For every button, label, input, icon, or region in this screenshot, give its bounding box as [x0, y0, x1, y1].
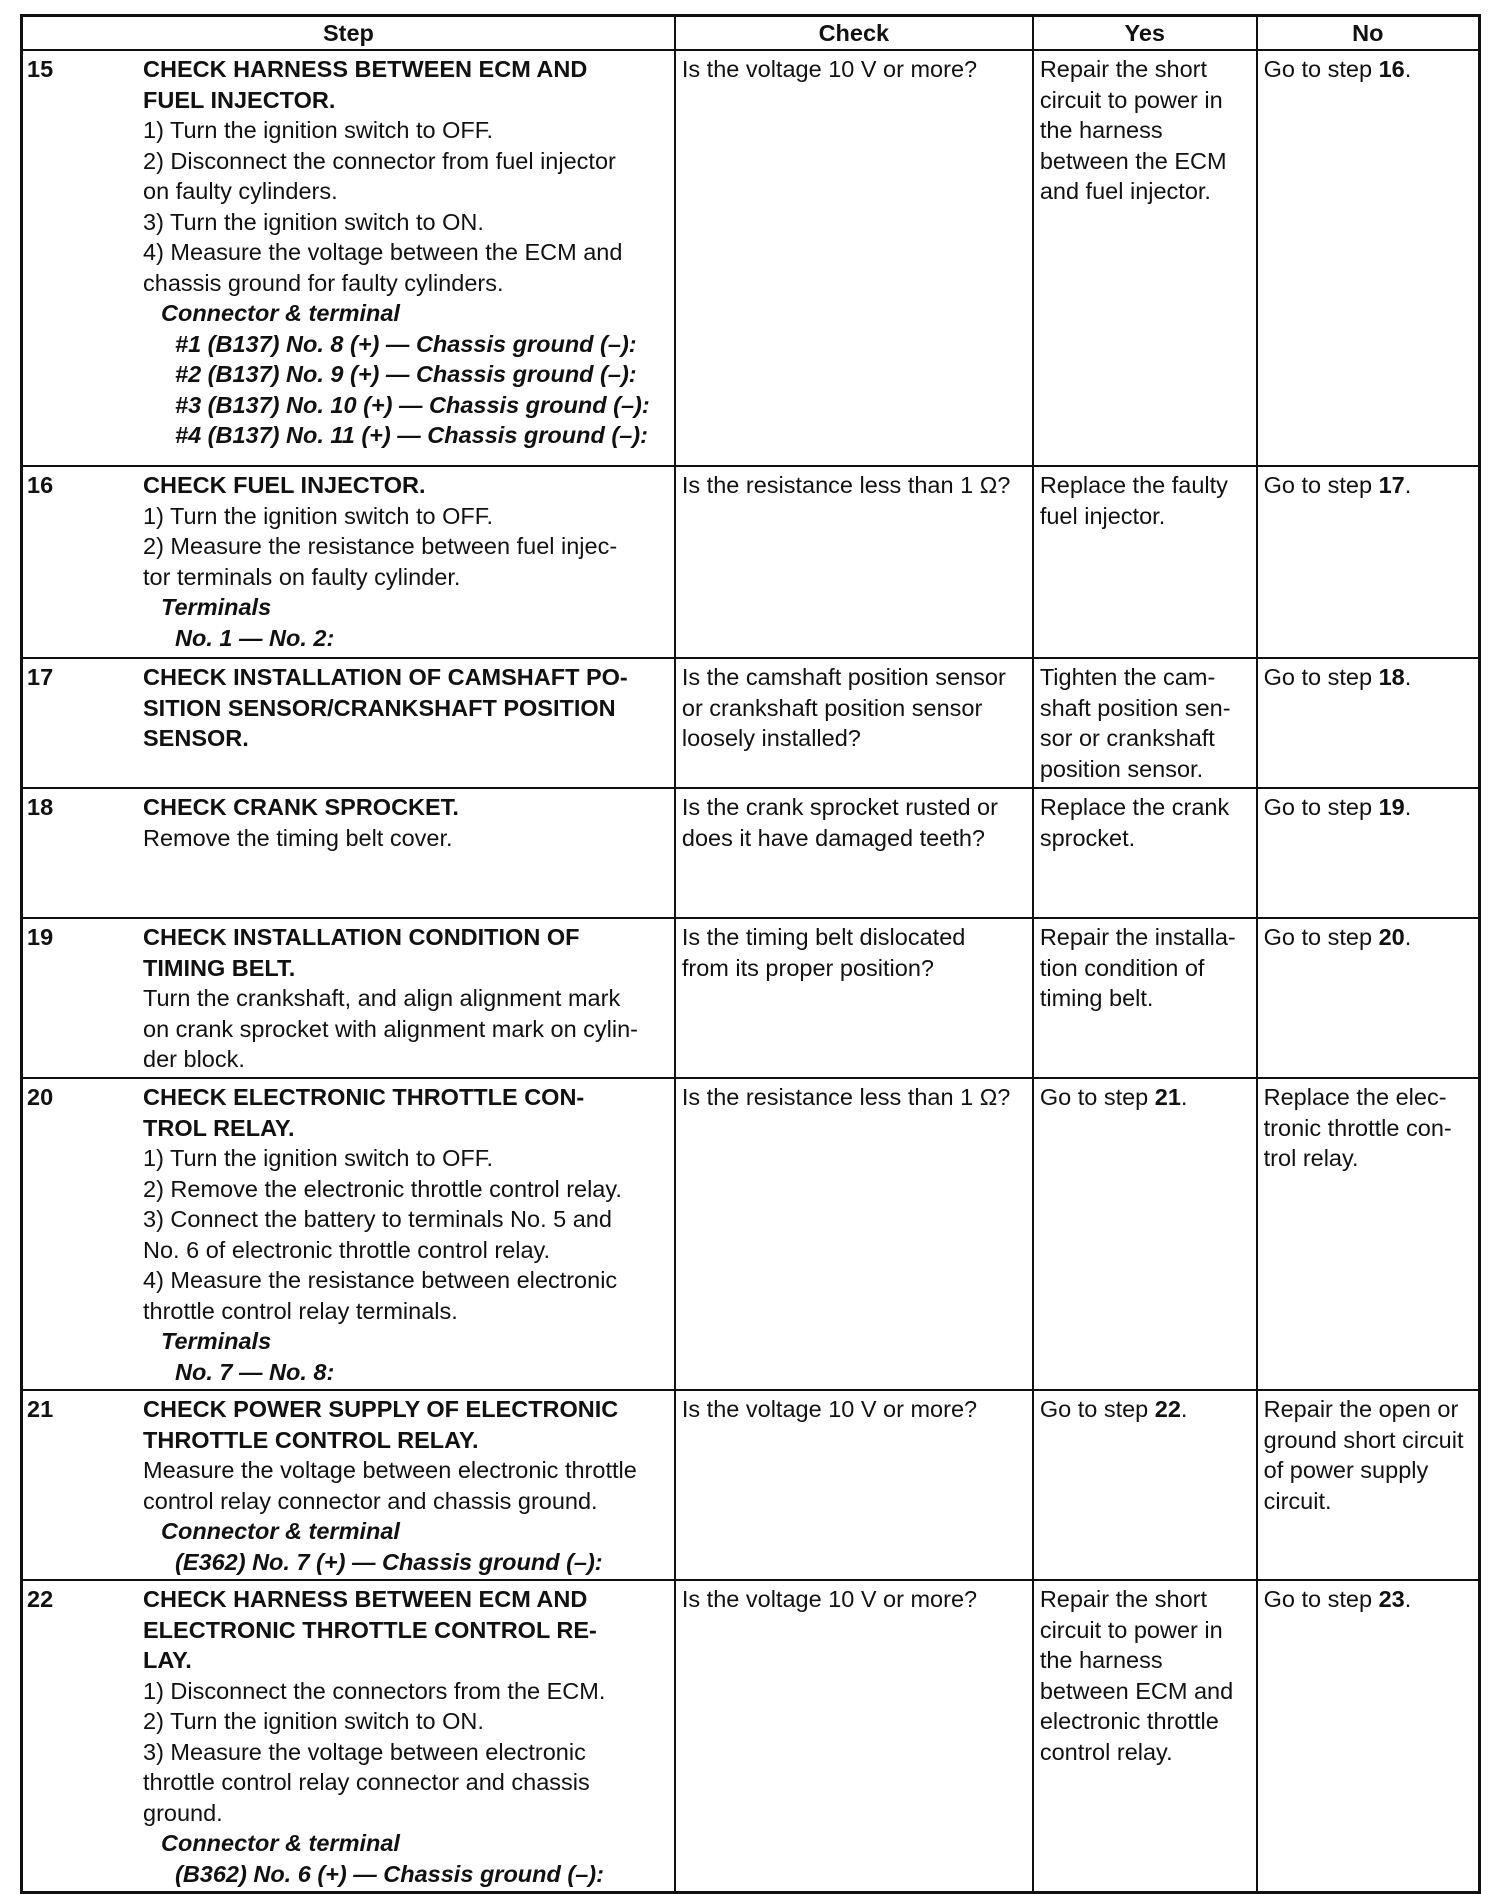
header-step: Step: [22, 16, 675, 51]
step-wrap: [23, 789, 674, 853]
step-instruction: 3) Measure the voltage between electronic: [143, 1738, 586, 1765]
table-row: [22, 1580, 1480, 1892]
step-instruction: 2) Measure the resistance between fuel injec-: [143, 533, 618, 559]
step-instruction: 1) Disconnect the connectors from the ECM.: [143, 1677, 606, 1704]
check-cell: [675, 1078, 1033, 1390]
no-goto-step: 18: [1378, 664, 1405, 690]
check-line: Is the resistance less than 1 Ω?: [681, 472, 1011, 498]
step-title: FUEL INJECTOR.: [143, 86, 336, 113]
step-instruction: Measure the voltage between electronic throttle: [143, 1457, 637, 1483]
step-spec: (E362) No. 7 (+) — Chassis ground (–):: [175, 1548, 603, 1575]
check-cell: [675, 50, 1033, 466]
yes-cell: [1033, 1390, 1257, 1580]
step-instruction: throttle control relay connector and chassis: [143, 1769, 590, 1795]
table-row: [22, 1390, 1480, 1580]
step-number: 18: [27, 794, 54, 820]
table-row: [22, 1078, 1480, 1390]
no-cell: [1257, 1580, 1480, 1892]
no-line: trol relay.: [1263, 1145, 1359, 1171]
yes-goto-text: Go to step: [1039, 1396, 1155, 1422]
table-body: [22, 50, 1480, 1892]
yes-line: the harness: [1039, 117, 1163, 143]
step-title: THROTTLE CONTROL RELAY.: [143, 1426, 479, 1453]
step-instruction: No. 6 of electronic throttle control relay.: [143, 1236, 551, 1263]
step-instruction: Remove the timing belt cover.: [143, 824, 453, 851]
step-instruction: Turn the crankshaft, and align alignment mark: [143, 985, 621, 1011]
no-cell: [1257, 1390, 1480, 1580]
yes-goto: [1040, 1082, 1250, 1113]
step-wrap: [23, 51, 674, 451]
step-number: 20: [27, 1084, 54, 1110]
yes-goto-step: 22: [1154, 1396, 1181, 1422]
step-wrap: [23, 659, 674, 754]
step-spec: #1 (B137) No. 8 (+) — Chassis ground (–):: [175, 330, 637, 357]
no-goto-text: Go to step: [1263, 794, 1379, 820]
step-title: TROL RELAY.: [143, 1114, 295, 1141]
no-goto-end: .: [1404, 1586, 1412, 1612]
yes-line: electronic throttle: [1039, 1708, 1219, 1734]
table-row: [22, 50, 1480, 466]
step-subheading: Connector & terminal: [161, 1518, 400, 1544]
step-wrap: [23, 1079, 674, 1387]
step-wrap: [23, 467, 674, 653]
step-body: [143, 1581, 674, 1889]
no-cell: [1257, 50, 1480, 466]
yes-line: control relay.: [1039, 1738, 1173, 1765]
yes-line: Repair the installa-: [1039, 924, 1236, 950]
check-cell: [675, 1580, 1033, 1892]
no-goto-step: 23: [1378, 1586, 1405, 1612]
table-row: [22, 466, 1480, 658]
yes-goto: [1040, 1394, 1250, 1425]
no-cell: [1257, 1078, 1480, 1390]
header-yes: Yes: [1033, 16, 1257, 51]
check-cell: [675, 788, 1033, 918]
no-goto-end: .: [1404, 664, 1412, 690]
table-row: [22, 658, 1480, 788]
no-goto-text: Go to step: [1263, 664, 1379, 690]
no-goto-end: .: [1404, 56, 1412, 82]
step-title: CHECK INSTALLATION OF CAMSHAFT PO-: [143, 664, 628, 690]
header-row: [22, 16, 1480, 51]
no-goto: [1264, 922, 1472, 953]
step-subheading: Connector & terminal: [161, 1830, 400, 1856]
no-goto-end: .: [1404, 794, 1412, 820]
step-title: CHECK HARNESS BETWEEN ECM AND: [143, 56, 588, 82]
yes-line: fuel injector.: [1039, 502, 1166, 529]
header-check: Check: [675, 16, 1033, 51]
step-instruction: 2) Remove the electronic throttle control relay.: [143, 1175, 622, 1202]
step-title: ELECTRONIC THROTTLE CONTROL RE-: [143, 1616, 597, 1643]
step-number: 21: [27, 1396, 54, 1422]
no-cell: [1257, 658, 1480, 788]
step-title: CHECK HARNESS BETWEEN ECM AND: [143, 1586, 588, 1612]
no-goto-text: Go to step: [1263, 1586, 1379, 1612]
no-goto-end: .: [1404, 472, 1412, 498]
step-number: 19: [27, 924, 54, 950]
step-title: SITION SENSOR/CRANKSHAFT POSITION: [143, 694, 616, 721]
step-subheading: Terminals: [161, 1328, 272, 1354]
check-cell: [675, 918, 1033, 1078]
no-cell: [1257, 466, 1480, 658]
step-title: CHECK INSTALLATION CONDITION OF: [143, 924, 580, 950]
header-no: No: [1257, 16, 1480, 51]
step-body: [143, 1391, 674, 1577]
step-instruction: 1) Turn the ignition switch to OFF.: [143, 117, 494, 143]
check-cell: [675, 658, 1033, 788]
yes-line: the harness: [1039, 1647, 1163, 1673]
no-goto-step: 20: [1378, 924, 1405, 950]
step-wrap: [23, 1391, 674, 1577]
step-cell: [22, 1390, 675, 1580]
step-spec: #3 (B137) No. 10 (+) — Chassis ground (–):: [175, 391, 650, 418]
no-goto-text: Go to step: [1263, 472, 1379, 498]
step-title: CHECK POWER SUPPLY OF ELECTRONIC: [143, 1396, 619, 1422]
table-row: [22, 788, 1480, 918]
yes-line: timing belt.: [1039, 985, 1154, 1011]
yes-cell: [1033, 50, 1257, 466]
yes-cell: [1033, 918, 1257, 1078]
no-goto-step: 16: [1378, 56, 1405, 82]
no-cell: [1257, 918, 1480, 1078]
yes-goto-step: 21: [1154, 1084, 1181, 1110]
yes-cell: [1033, 788, 1257, 918]
yes-line: Replace the crank: [1039, 794, 1230, 820]
step-instruction: tor terminals on faulty cylinder.: [143, 563, 461, 590]
step-body: [143, 51, 674, 451]
no-goto: [1264, 470, 1472, 501]
step-title: LAY.: [143, 1647, 192, 1673]
step-spec: #4 (B137) No. 11 (+) — Chassis ground (–):: [175, 422, 648, 448]
step-instruction: on faulty cylinders.: [143, 178, 338, 204]
check-line: Is the voltage 10 V or more?: [681, 1586, 978, 1612]
yes-line: Repair the short: [1039, 1586, 1208, 1612]
step-wrap: [23, 919, 674, 1075]
yes-line: and fuel injector.: [1039, 178, 1211, 204]
check-line: from its proper position?: [681, 954, 934, 981]
step-body: [143, 659, 674, 754]
no-goto-step: 19: [1378, 794, 1405, 820]
check-line: loosely installed?: [681, 725, 861, 751]
yes-line: sprocket.: [1039, 824, 1136, 851]
yes-line: between ECM and: [1039, 1677, 1234, 1704]
diagnostic-table: [20, 14, 1481, 1894]
step-subheading: Connector & terminal: [161, 300, 400, 326]
check-line: does it have damaged teeth?: [681, 824, 985, 851]
step-number: 22: [27, 1586, 54, 1612]
step-instruction: 1) Turn the ignition switch to OFF.: [143, 1145, 494, 1171]
check-line: or crankshaft position sensor: [681, 694, 983, 721]
step-title: TIMING BELT.: [143, 954, 296, 981]
step-instruction: throttle control relay terminals.: [143, 1297, 458, 1324]
yes-cell: [1033, 1580, 1257, 1892]
step-instruction: 2) Turn the ignition switch to ON.: [143, 1708, 484, 1734]
step-title: CHECK CRANK SPROCKET.: [143, 794, 459, 820]
no-line: ground short circuit: [1263, 1426, 1464, 1453]
step-instruction: ground.: [143, 1799, 223, 1826]
no-goto-text: Go to step: [1263, 924, 1379, 950]
no-goto: [1264, 1584, 1472, 1615]
step-instruction: chassis ground for faulty cylinders.: [143, 269, 504, 296]
step-instruction: 4) Measure the voltage between the ECM and: [143, 239, 623, 265]
no-goto: [1264, 662, 1472, 693]
step-body: [143, 789, 674, 853]
no-line: tronic throttle con-: [1263, 1114, 1452, 1141]
check-line: Is the resistance less than 1 Ω?: [681, 1084, 1011, 1110]
yes-line: sor or crankshaft: [1039, 725, 1215, 751]
check-line: Is the timing belt dislocated: [681, 924, 966, 950]
check-line: Is the voltage 10 V or more?: [681, 56, 978, 82]
step-cell: [22, 658, 675, 788]
yes-line: position sensor.: [1039, 755, 1204, 782]
check-line: Is the camshaft position sensor: [681, 664, 1006, 690]
step-instruction: control relay connector and chassis ground.: [143, 1487, 598, 1514]
step-spec: #2 (B137) No. 9 (+) — Chassis ground (–):: [175, 361, 637, 387]
no-goto: [1264, 792, 1472, 823]
yes-line: circuit to power in: [1039, 1616, 1223, 1643]
step-subheading: Terminals: [161, 594, 272, 620]
check-cell: [675, 1390, 1033, 1580]
step-instruction: 1) Turn the ignition switch to OFF.: [143, 502, 494, 529]
no-goto-end: .: [1404, 924, 1412, 950]
check-line: Is the voltage 10 V or more?: [681, 1396, 978, 1422]
step-title: SENSOR.: [143, 725, 249, 751]
no-goto-step: 17: [1378, 472, 1405, 498]
yes-line: Repair the short: [1039, 56, 1208, 82]
step-number: 17: [27, 664, 54, 690]
check-line: Is the crank sprocket rusted or: [681, 794, 998, 820]
no-line: circuit.: [1263, 1487, 1332, 1514]
yes-line: shaft position sen-: [1039, 694, 1231, 721]
step-body: [143, 467, 674, 653]
step-instruction: 3) Connect the battery to terminals No. 5 and: [143, 1206, 612, 1232]
step-body: [143, 1079, 674, 1387]
yes-cell: [1033, 466, 1257, 658]
yes-line: Replace the faulty: [1039, 472, 1228, 498]
no-goto: [1264, 54, 1472, 85]
step-instruction: 3) Turn the ignition switch to ON.: [143, 208, 484, 235]
no-line: of power supply: [1263, 1457, 1429, 1483]
step-cell: [22, 466, 675, 658]
step-wrap: [23, 1581, 674, 1889]
step-cell: [22, 1580, 675, 1892]
step-instruction: on crank sprocket with alignment mark on cylin-: [143, 1015, 639, 1042]
no-goto-text: Go to step: [1263, 56, 1379, 82]
step-cell: [22, 788, 675, 918]
yes-cell: [1033, 658, 1257, 788]
table-row: [22, 918, 1480, 1078]
step-instruction: der block.: [143, 1046, 245, 1072]
step-cell: [22, 1078, 675, 1390]
step-spec: No. 1 — No. 2:: [175, 624, 335, 651]
no-line: Repair the open or: [1263, 1396, 1459, 1422]
yes-line: Tighten the cam-: [1039, 664, 1216, 690]
step-cell: [22, 918, 675, 1078]
step-spec: No. 7 — No. 8:: [175, 1358, 335, 1385]
check-cell: [675, 466, 1033, 658]
no-line: Replace the elec-: [1263, 1084, 1447, 1110]
step-number: 15: [27, 56, 54, 82]
step-instruction: 4) Measure the resistance between electronic: [143, 1267, 618, 1293]
yes-goto-text: Go to step: [1039, 1084, 1155, 1110]
step-instruction: 2) Disconnect the connector from fuel injector: [143, 147, 616, 174]
yes-line: between the ECM: [1039, 147, 1227, 174]
step-cell: [22, 50, 675, 466]
step-number: 16: [27, 472, 54, 498]
step-body: [143, 919, 674, 1075]
step-title: CHECK FUEL INJECTOR.: [143, 472, 426, 498]
yes-line: circuit to power in: [1039, 86, 1223, 113]
step-title: CHECK ELECTRONIC THROTTLE CON-: [143, 1084, 585, 1110]
yes-cell: [1033, 1078, 1257, 1390]
step-spec: (B362) No. 6 (+) — Chassis ground (–):: [175, 1860, 604, 1887]
yes-goto-end: .: [1180, 1084, 1188, 1110]
no-cell: [1257, 788, 1480, 918]
yes-line: tion condition of: [1039, 954, 1205, 981]
yes-goto-end: .: [1180, 1396, 1188, 1422]
